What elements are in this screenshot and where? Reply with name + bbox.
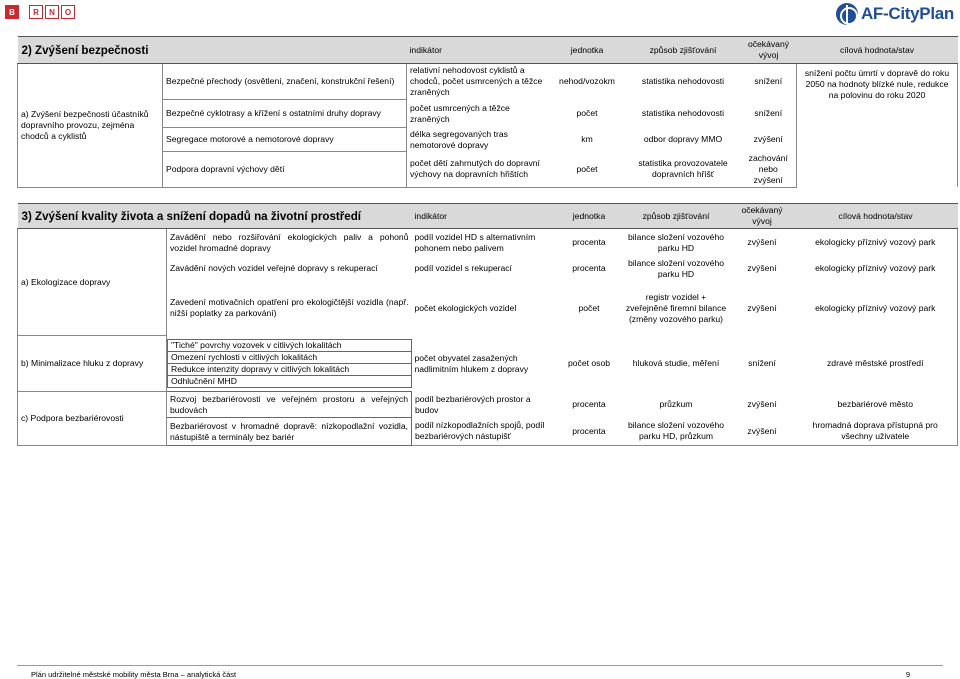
- category-label: a) Ekologizace dopravy: [18, 229, 167, 336]
- unit: procenta: [572, 399, 606, 409]
- unit: nehod/vozokm: [559, 76, 615, 87]
- trend: zvýšení: [747, 237, 777, 248]
- method: bilance složení vozového parku HD: [627, 257, 725, 279]
- indicator: počet dětí zahrnutých do dopravní výchovy na dopravních hřištích: [407, 152, 549, 188]
- brno-logo-letter: O: [61, 5, 75, 19]
- safety-table: [17, 36, 958, 188]
- trend: zvýšení: [753, 134, 783, 144]
- measure: "Tiché" povrchy vozovek v citlivých lokalitách: [167, 339, 412, 352]
- unit: procenta: [572, 263, 606, 273]
- header-method: způsob zjišťování: [622, 204, 731, 229]
- quality-of-life-table: [17, 203, 958, 446]
- indicator: podíl vozidel s rekuperací: [414, 263, 512, 273]
- unit: počet: [578, 302, 600, 313]
- measure: Bezpečné přechody (osvětlení, značení, konstrukční řešení): [163, 64, 407, 100]
- header-indicator: indikátor: [407, 37, 549, 64]
- measure: Bezbariérovost v hromadné dopravě: nízkopodlažní vozidla, nástupiště a terminály bez bariér: [167, 418, 412, 446]
- page-number: 9: [905, 670, 910, 679]
- trend: zvýšení: [747, 263, 777, 273]
- target: hromadná doprava přístupná pro všechny uživatele: [794, 418, 958, 446]
- measure: Odhlučnění MHD: [167, 376, 412, 388]
- footer-document-title: Plán udržitelné městské mobility města Brna – analytická část: [31, 670, 237, 679]
- unit: počet osob: [567, 358, 611, 368]
- target: ekologicky příznivý vozový park: [794, 229, 958, 257]
- header-indicator: indikátor: [412, 204, 557, 229]
- measure: Rozvoj bezbariérovosti ve veřejném prostoru a veřejných budovách: [167, 392, 412, 418]
- method: statistika nehodovosti: [641, 76, 725, 87]
- method: registr vozidel + zveřejněné firemní bilance (změny vozového parku): [625, 291, 727, 324]
- brno-logo: [5, 5, 75, 19]
- method: bilance složení vozového parku HD, průzkum: [622, 418, 731, 446]
- trend: snížení: [748, 358, 776, 368]
- trend: zachování nebo zvýšení: [741, 152, 797, 188]
- trend: zvýšení: [731, 418, 794, 446]
- trend: zvýšení: [747, 302, 777, 313]
- method: průzkum: [659, 399, 693, 409]
- header-unit: jednotka: [549, 37, 626, 64]
- target: ekologicky příznivý vozový park: [794, 257, 958, 281]
- target: bezbariérové město: [794, 392, 958, 418]
- section-title: 3) Zvýšení kvality života a snížení dopadů na životní prostředí: [18, 204, 412, 229]
- section-title: 2) Zvýšení bezpečnosti: [18, 37, 407, 64]
- header-unit: jednotka: [557, 204, 622, 229]
- method: statistika provozovatele dopravních hřišť: [626, 152, 741, 188]
- measure: Zavedení motivačních opatření pro ekologičtější vozidla (např. nižší poplatky za parkování): [170, 297, 409, 318]
- measure: Zavádění nebo rozšiřování ekologických paliv a pohonů vozidel hromadné dopravy: [170, 231, 409, 253]
- indicator: počet ekologických vozidel: [414, 302, 517, 313]
- measure: Segregace motorové a nemotorové dopravy: [163, 128, 407, 152]
- unit: procenta: [572, 237, 606, 248]
- header-target: cílová hodnota/stav: [794, 204, 958, 229]
- trend: snížení: [754, 76, 783, 87]
- category-label: a) Zvýšení bezpečnosti účastníků dopravního provozu, zejména chodců a cyklistů: [18, 64, 163, 188]
- method: odbor dopravy MMO: [643, 134, 723, 144]
- measure: Redukce intenzity dopravy v citlivých lokalitách: [167, 364, 412, 376]
- indicator: podíl vozidel HD s alternativním pohonem nebo palivem: [414, 231, 536, 253]
- unit: počet: [549, 152, 626, 188]
- category-label: c) Podpora bezbariérovosti: [18, 392, 167, 446]
- category-label: b) Minimalizace hluku z dopravy: [18, 336, 167, 392]
- target: snížení počtu úmrtí v dopravě do roku 2050 na hodnoty blízké nule, redukce na polovinu do roku 2020: [797, 64, 958, 188]
- indicator: relativní nehodovost cyklistů a chodců, počet usmrcených a těžce zraněných: [407, 64, 549, 100]
- brno-logo-letter: R: [29, 5, 43, 19]
- measure: Podpora dopravní výchovy dětí: [163, 152, 407, 188]
- trend: zvýšení: [747, 399, 777, 409]
- af-logo-icon: [836, 3, 858, 25]
- measure: Zavádění nových vozidel veřejné dopravy s rekuperací: [170, 263, 378, 273]
- trend: snížení: [754, 108, 783, 118]
- method: bilance složení vozového parku HD: [627, 231, 725, 253]
- measure: Bezpečné cyklotrasy a křížení s ostatními druhy dopravy: [163, 100, 407, 128]
- indicator: počet usmrcených a těžce zraněných: [407, 100, 549, 128]
- af-cityplan-logo: [836, 3, 954, 25]
- af-logo-text: AF-CityPlan: [860, 4, 954, 23]
- brno-logo-letter: N: [45, 5, 59, 19]
- header-trend: očekávaný vývoj: [731, 204, 794, 229]
- method: statistika nehodovosti: [641, 108, 725, 118]
- footer-divider: [17, 665, 943, 666]
- method: hluková studie, měření: [632, 358, 720, 368]
- header-trend: očekávaný vývoj: [741, 37, 797, 64]
- header-method: způsob zjišťování: [626, 37, 741, 64]
- brno-logo-letter: B: [5, 5, 19, 19]
- noise-measures: [167, 336, 412, 392]
- unit: km: [581, 134, 593, 144]
- indicator: počet obyvatel zasažených nadlimitním hlukem z dopravy: [414, 352, 529, 374]
- header-target: cílová hodnota/stav: [797, 37, 958, 64]
- indicator: délka segregovaných tras nemotorové dopravy: [407, 128, 549, 152]
- indicator: podíl nízkopodlažních spojů, podíl bezbariérových nástupišť: [412, 418, 557, 446]
- unit: procenta: [557, 418, 622, 446]
- target: ekologicky příznivý vozový park: [794, 281, 958, 336]
- measure: Omezení rychlosti v citlivých lokalitách: [167, 352, 412, 364]
- unit: počet: [576, 108, 598, 118]
- indicator: podíl bezbariérových prostor a budov: [415, 393, 531, 415]
- target: zdravé městské prostředí: [794, 336, 958, 392]
